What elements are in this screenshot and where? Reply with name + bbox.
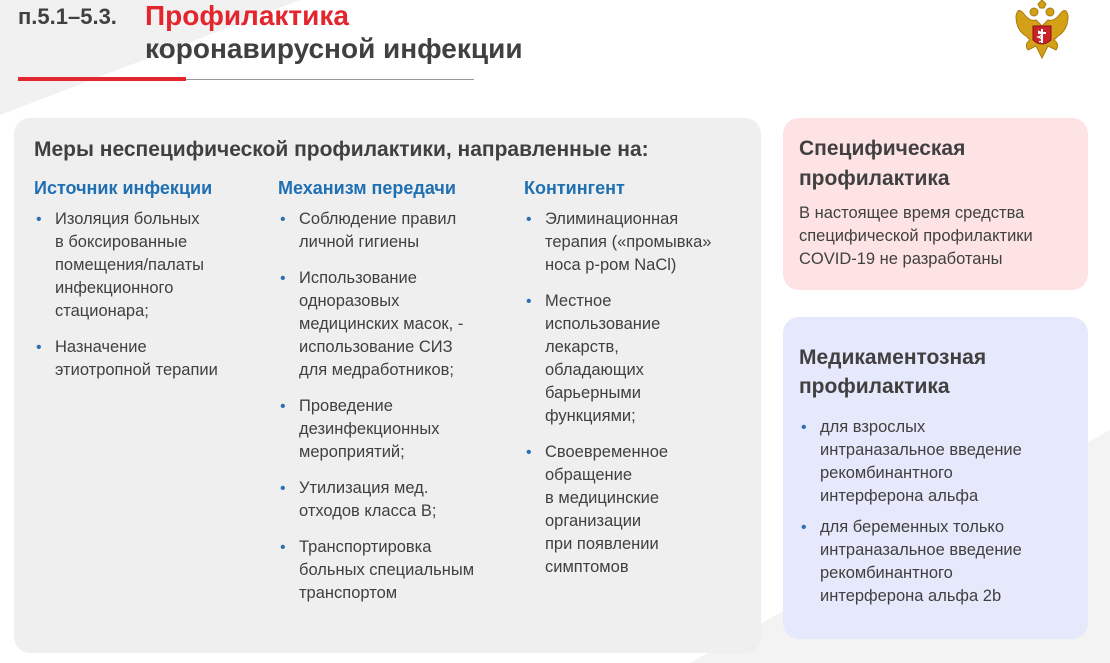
list-item-text: Местное использование лекарств, обладающих барьерными функциями; xyxy=(545,292,661,425)
list-item xyxy=(278,395,518,464)
list-item-text: Изоляция больных в боксированные помещения/палаты инфекционного стационара; xyxy=(55,210,205,320)
specific-prophylaxis-panel xyxy=(783,118,1088,290)
list-item-text: Транспортировка больных специальным транспортом xyxy=(299,538,475,602)
bullet-icon: • xyxy=(280,480,286,497)
medication-heading: Медикаментозная профилактика xyxy=(799,346,987,398)
list-item xyxy=(524,290,754,428)
column-infection-source xyxy=(34,178,264,395)
list-item-text: Своевременное обращение в медицинские организации при появлении симптомов xyxy=(545,443,669,576)
list-item xyxy=(799,516,1084,608)
medication-prophylaxis-panel xyxy=(783,317,1088,639)
column-heading: Источник инфекции xyxy=(34,178,213,198)
bullet-icon: • xyxy=(280,398,286,415)
list-item-text: Проведение дезинфекционных мероприятий; xyxy=(299,397,440,461)
title-underline xyxy=(186,79,474,80)
column-heading: Контингент xyxy=(524,178,625,198)
column-transmission-mechanism xyxy=(278,178,518,618)
bullet-list xyxy=(524,208,754,579)
column-contingent xyxy=(524,178,754,592)
bullet-icon: • xyxy=(280,211,286,228)
specific-text: В настоящее время средства специфической профилактики COVID-19 не разработаны xyxy=(799,204,1033,268)
bullet-list xyxy=(278,208,518,605)
bullet-icon: • xyxy=(801,519,807,536)
list-item xyxy=(34,208,264,323)
list-item xyxy=(524,208,754,277)
title-underline-accent xyxy=(18,77,186,81)
list-item-text: Использование одноразовых медицинских масок, - использование СИЗ для медработников; xyxy=(299,269,464,379)
bullet-list xyxy=(34,208,264,382)
list-item xyxy=(278,267,518,382)
bullet-icon: • xyxy=(280,270,286,287)
slide-title: коронавирусной инфекции xyxy=(145,33,523,64)
nonspecific-heading: Меры неспецифической профилактики, направленные на: xyxy=(34,138,649,161)
section-number: п.5.1–5.3. xyxy=(18,4,117,29)
bullet-list xyxy=(799,416,1084,608)
list-item-text: Назначение этиотропной терапии xyxy=(55,338,218,379)
list-item xyxy=(278,208,518,254)
double-headed-eagle-emblem-icon xyxy=(1014,0,1070,66)
list-item-text: для беременных только интраназальное введение рекомбинантного интерферона альфа 2b xyxy=(820,518,1022,605)
bullet-icon: • xyxy=(280,539,286,556)
bullet-icon: • xyxy=(526,444,532,461)
list-item-text: Элиминационная терапия («промывка» носа р-ром NaCl) xyxy=(545,210,712,274)
medication-list xyxy=(799,416,1084,616)
slide-title-highlight: Профилактика xyxy=(145,0,349,31)
list-item-text: для взрослых интраназальное введение рекомбинантного интерферона альфа xyxy=(820,418,1022,505)
bullet-icon: • xyxy=(526,293,532,310)
list-item xyxy=(278,536,518,605)
list-item xyxy=(278,477,518,523)
bullet-icon: • xyxy=(801,419,807,436)
list-item-text: Соблюдение правил личной гигиены xyxy=(299,210,457,251)
list-item xyxy=(799,416,1084,508)
nonspecific-prophylaxis-panel xyxy=(14,118,761,653)
column-heading: Механизм передачи xyxy=(278,178,456,198)
list-item-text: Утилизация мед. отходов класса В; xyxy=(299,479,437,520)
specific-heading: Специфическая профилактика xyxy=(799,137,966,190)
list-item xyxy=(524,441,754,579)
bullet-icon: • xyxy=(526,211,532,228)
bullet-icon: • xyxy=(36,211,42,228)
list-item xyxy=(34,336,264,382)
bullet-icon: • xyxy=(36,339,42,356)
